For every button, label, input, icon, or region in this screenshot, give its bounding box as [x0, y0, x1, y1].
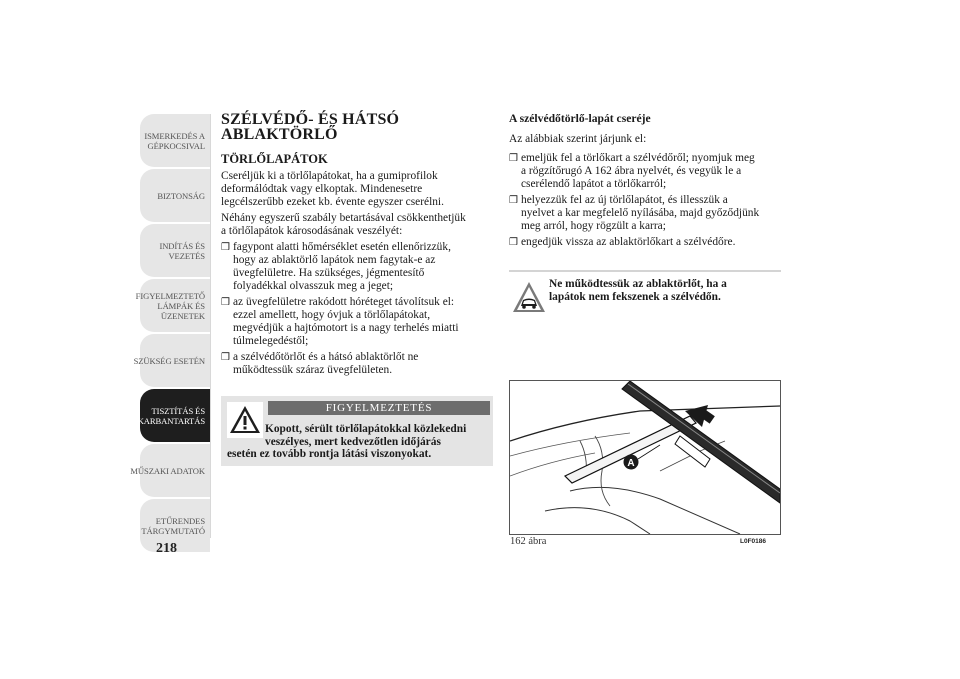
subsection-title: TÖRLŐLAPÁTOK [221, 152, 328, 166]
chapter-tab-label: SZÜKSÉG ESETÉN [133, 355, 205, 366]
checkbox-bullet-icon: ❒ [509, 153, 518, 164]
checkbox-bullet-icon: ❒ [221, 242, 230, 253]
list-item: ❒ engedjük vissza az ablaktörlőkart a szélvédőre. [509, 236, 736, 248]
chapter-tab[interactable] [140, 169, 210, 222]
chapter-tab-label: ETŰRENDES [155, 515, 205, 526]
figure-caption: 162 ábra [510, 536, 547, 547]
wiper-illustration [509, 380, 781, 535]
callout-a: A [627, 458, 635, 469]
checkbox-bullet-icon: ❒ [221, 297, 230, 308]
note-box [509, 270, 781, 320]
procedure-heading: A szélvédőtörlő-lapát cseréje [509, 112, 651, 125]
procedure-intro: Az alábbiak szerint járjunk el: [509, 133, 647, 145]
chapter-tab[interactable] [137, 389, 210, 442]
chapter-tab-label: KARBANTARTÁS [137, 415, 205, 426]
warning-heading: FIGYELMEZTETÉS [268, 401, 490, 415]
list-item: ❒ emeljük fel a törlőkart a szélvédőről; nyomjuk meg a rögzítőrugó A 162 ábra nyelvét, és vegyük le a cserélendő lapátot a törlőkarról; [509, 152, 755, 190]
chapter-tab[interactable] [140, 224, 210, 277]
list-item: ❒ helyezzük fel az új törlőlapátot, és illesszük a nyelvet a kar megfelelő nyílásába, majd győződjünk meg arról, hogy rögzült a karra; [509, 194, 760, 232]
page-number: 218 [156, 541, 177, 556]
chapter-tab-label: INDÍTÁS ÉS [159, 240, 205, 251]
procedure-steps [509, 152, 781, 249]
chapter-tab[interactable] [130, 444, 210, 497]
chapter-tab-label: TÁRGYMUTATÓ [141, 525, 205, 536]
chapter-tab[interactable] [133, 334, 210, 387]
figure-code: L0F0186 [740, 538, 767, 545]
list-item: ❒ fagypont alatti hőmérséklet esetén ellenőrizzük, hogy az ablaktörlő lapátok nem fagytak-e az üvegfelületre. Ha szükséges, jégmentesítő folyadékkal olvasszuk meg a jeget; [221, 241, 451, 292]
warning-box [221, 396, 493, 466]
paragraph-intro: Cseréljük ki a törlőlapátokat, ha a gumiprofilok deformálódtak vagy elkoptak. Mindenesetre legcélszerűbb ezeket kb. évente egyszer cserélni. [221, 170, 444, 208]
chapter-tab-label: TISZTÍTÁS ÉS [151, 405, 205, 416]
checkbox-bullet-icon: ❒ [221, 352, 230, 363]
chapter-tab-label: ISMERKEDÉS A [144, 130, 205, 141]
chapter-tab-label: LÁMPÁK ÉS [157, 300, 205, 311]
note-text: Ne működtessük az ablaktörlőt, ha a lapátok nem fekszenek a szélvédőn. [549, 278, 727, 303]
rules-list [221, 241, 493, 377]
chapter-tab[interactable] [140, 114, 210, 167]
checkbox-bullet-icon: ❒ [509, 195, 518, 206]
chapter-tab-label: MŰSZAKI ADATOK [130, 465, 205, 476]
chapter-tab-label: GÉPKOCSIVAL [147, 140, 205, 151]
left-column [221, 112, 493, 380]
chapter-tabs [130, 114, 210, 554]
car-windshield-warning-icon [512, 280, 546, 314]
column-divider [210, 114, 211, 538]
section-title: SZÉLVÉDŐ- ÉS HÁTSÓ ABLAKTÖRLŐ [221, 111, 400, 143]
wiper-blade-drawing [510, 381, 780, 534]
chapter-tab-label: BIZTONSÁG [157, 190, 205, 201]
chapter-tab[interactable] [135, 279, 210, 332]
warning-text: Kopott, sérült törlőlapátokkal közlekedni veszélyes, mert kedvezőtlen időjárás esetén ez tovább rontja látási viszonyokat. [227, 423, 467, 460]
list-item: ❒ az üvegfelületre rakódott hóréteget távolítsuk el: ezzel amellett, hogy óvjuk a törlőlapátokat, megvédjük a hajtómotort is a nagy terhelés miatti túlmelegedéstől; [221, 296, 459, 347]
list-item: ❒ a szélvédőtörlőt és a hátsó ablaktörlőt ne működtessük száraz üvegfelületen. [221, 351, 419, 376]
chapter-tab-label: VEZETÉS [168, 250, 205, 261]
checkbox-bullet-icon: ❒ [509, 237, 518, 248]
right-column [509, 112, 781, 252]
paragraph-rules: Néhány egyszerű szabály betartásával csökkenthetjük a törlőlapátok károsodásának veszélyét: [221, 212, 466, 237]
chapter-tab-label: FIGYELMEZTETŐ [135, 290, 205, 301]
chapter-tab-label: ÜZENETEK [160, 310, 205, 321]
